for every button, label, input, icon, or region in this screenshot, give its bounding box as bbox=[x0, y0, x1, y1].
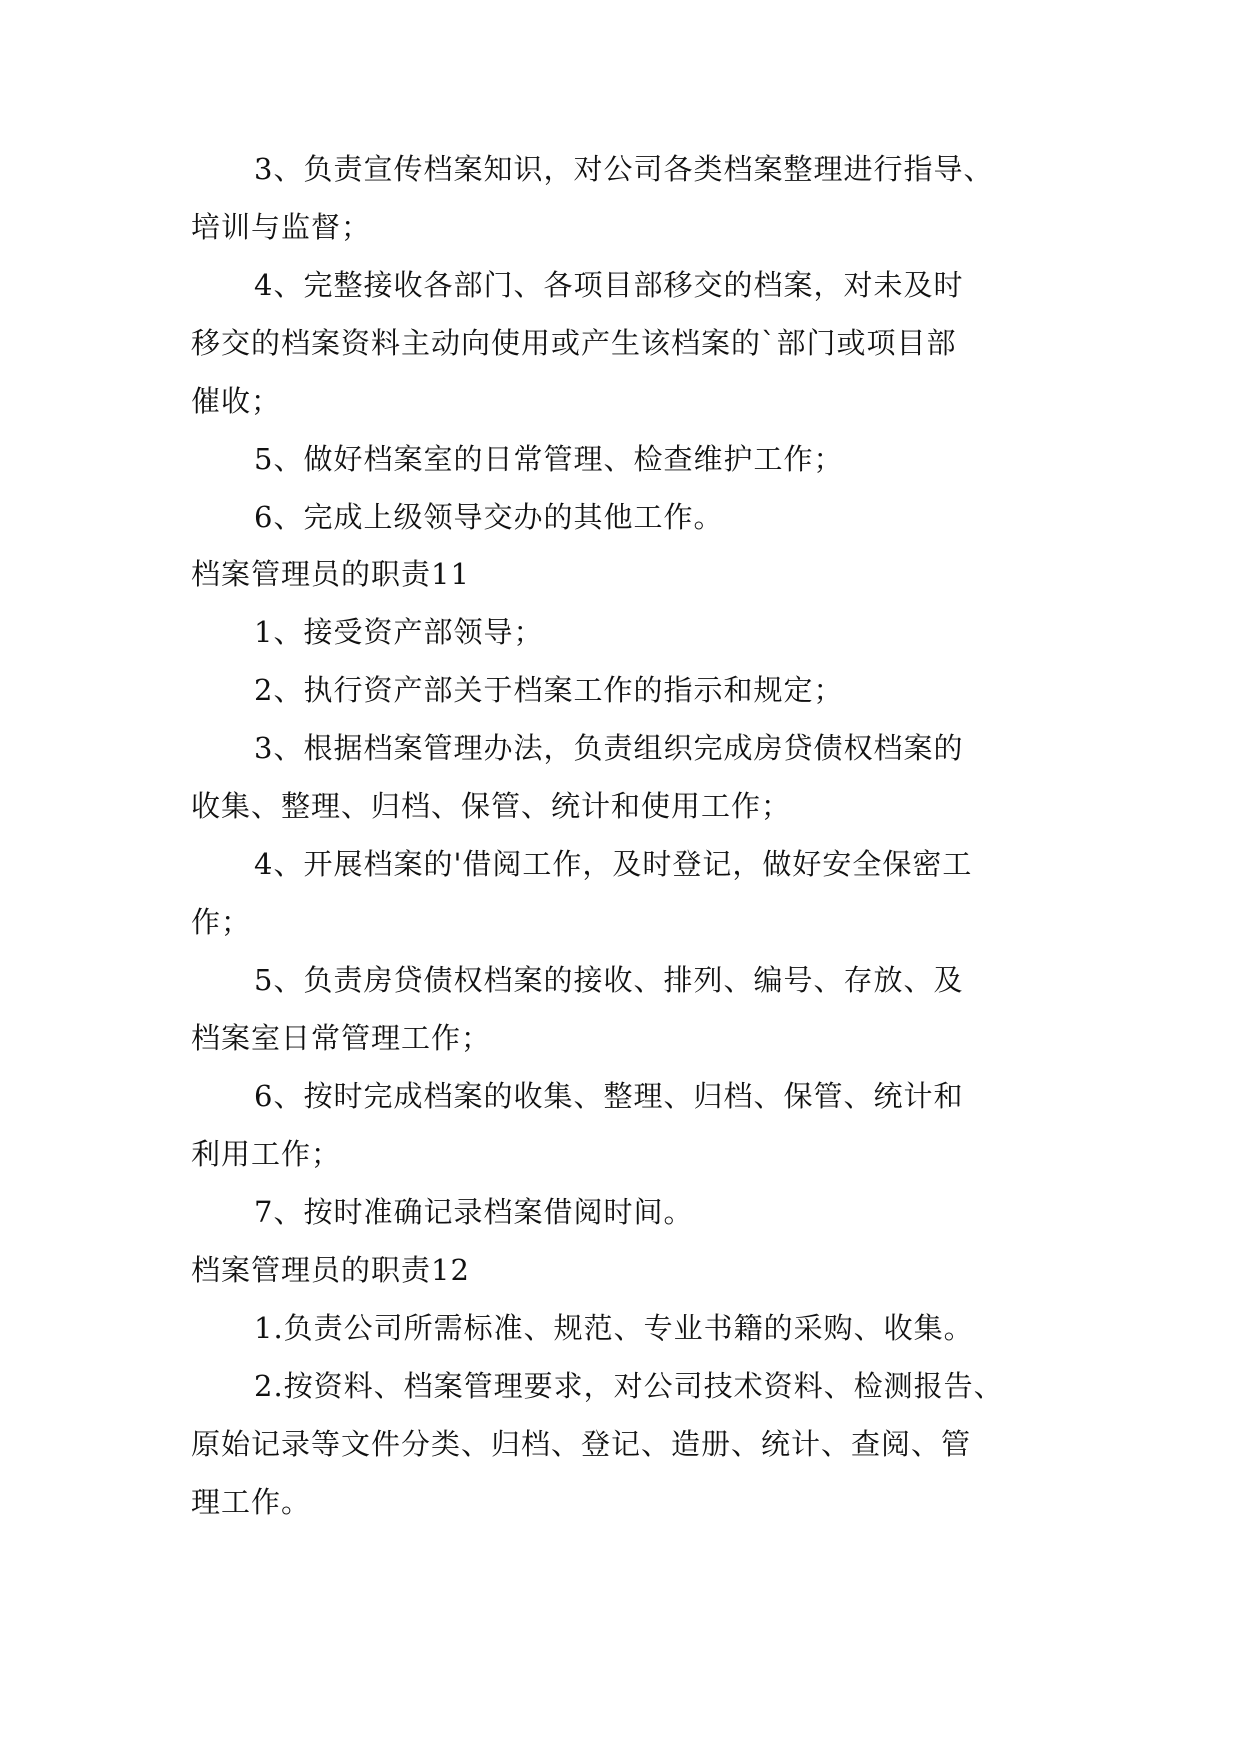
paragraph-line: 5、负责房贷债权档案的接收、排列、编号、存放、及 bbox=[254, 963, 964, 997]
paragraph-line: 5、做好档案室的日常管理、检查维护工作； bbox=[254, 442, 844, 476]
paragraph-line: 4、完整接收各部门、各项目部移交的档案，对未及时 bbox=[254, 268, 964, 302]
paragraph-line: 3、根据档案管理办法，负责组织完成房贷债权档案的 bbox=[254, 731, 964, 765]
paragraph-line: 6、按时完成档案的收集、整理、归档、保管、统计和 bbox=[254, 1079, 964, 1113]
paragraph-line: 理工作。 bbox=[191, 1485, 312, 1519]
paragraph-line: 催收； bbox=[191, 384, 282, 418]
paragraph-line: 收集、整理、归档、保管、统计和使用工作； bbox=[191, 789, 792, 823]
paragraph-line: 利用工作； bbox=[191, 1137, 342, 1171]
paragraph-line: 培训与监督； bbox=[191, 210, 372, 244]
paragraph-line: 1.负责公司所需标准、规范、专业书籍的采购、收集。 bbox=[254, 1311, 974, 1345]
section-heading: 档案管理员的职责12 bbox=[191, 1253, 470, 1287]
paragraph-line: 6、完成上级领导交办的其他工作。 bbox=[254, 500, 724, 534]
section-heading: 档案管理员的职责11 bbox=[191, 557, 470, 591]
paragraph-line: 2、执行资产部关于档案工作的指示和规定； bbox=[254, 673, 844, 707]
paragraph-line: 3、负责宣传档案知识，对公司各类档案整理进行指导、 bbox=[254, 152, 994, 186]
paragraph-line: 档案室日常管理工作； bbox=[191, 1021, 492, 1055]
paragraph-line: 4、开展档案的'借阅工作，及时登记，做好安全保密工 bbox=[254, 847, 973, 881]
paragraph-line: 作； bbox=[191, 905, 252, 939]
paragraph-line: 移交的档案资料主动向使用或产生该档案的`部门或项目部 bbox=[191, 326, 957, 360]
paragraph-line: 1、接受资产部领导； bbox=[254, 615, 544, 649]
paragraph-line: 7、按时准确记录档案借阅时间。 bbox=[254, 1195, 694, 1229]
paragraph-line: 2.按资料、档案管理要求，对公司技术资料、检测报告、 bbox=[254, 1369, 1004, 1403]
paragraph-line: 原始记录等文件分类、归档、登记、造册、统计、查阅、管 bbox=[191, 1427, 972, 1461]
